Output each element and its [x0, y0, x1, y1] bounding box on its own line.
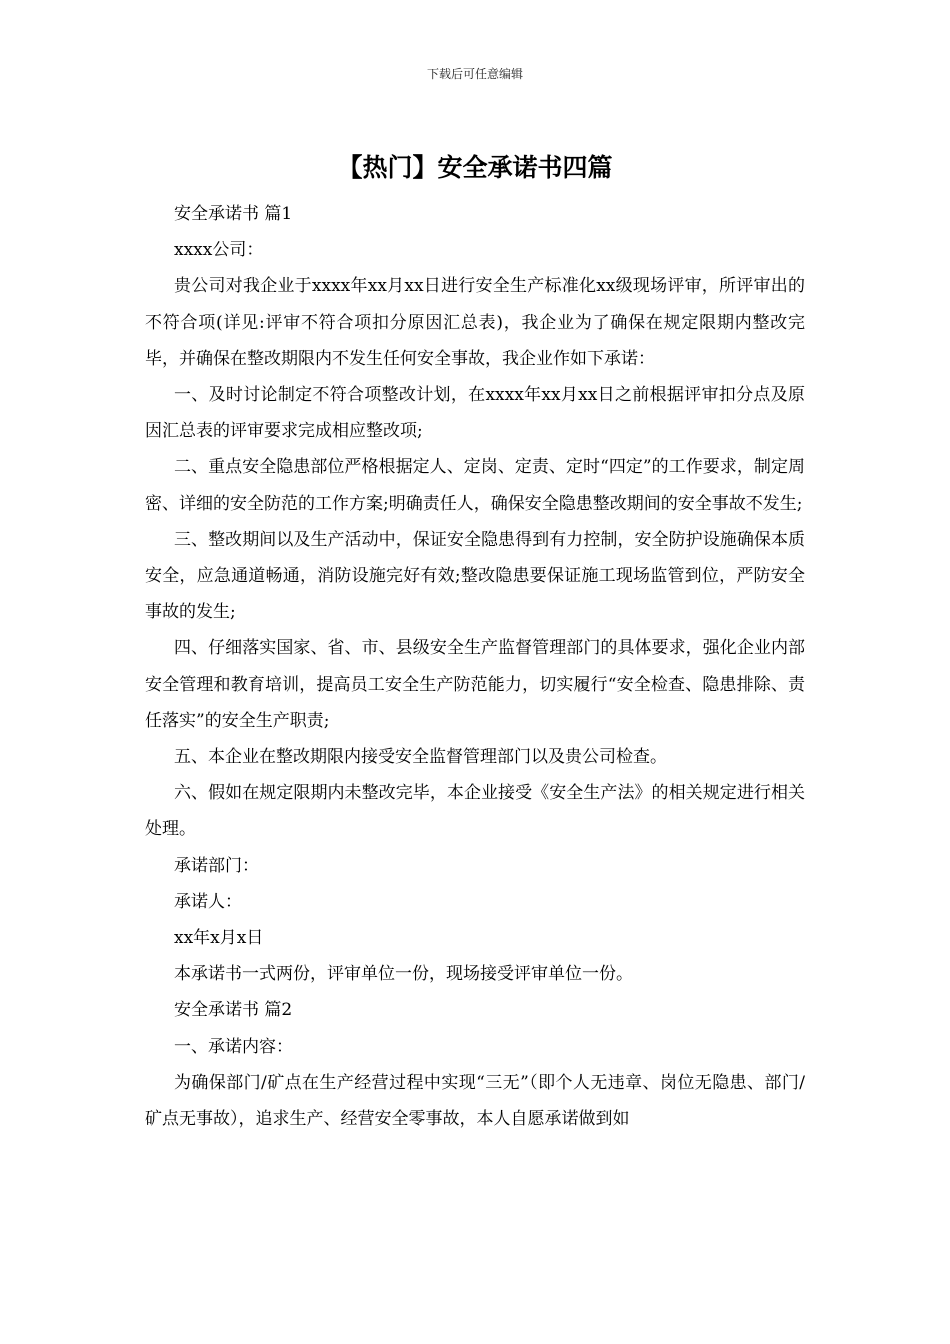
content-paragraph: 为确保部门/矿点在生产经营过程中实现“三无”（即个人无违章、岗位无隐患、部门/矿点无事故），追求生产、经营安全零事故，本人自愿承诺做到如 [145, 1072, 805, 1130]
subheading-commitment-content: 一、承诺内容： [174, 1036, 293, 1057]
commitment-item-6: 六、假如在规定限期内未整改完毕，本企业接受《安全生产法》的相关规定进行相关处理。 [145, 783, 805, 840]
commitment-item-3: 三、整改期间以及生产活动中，保证安全隐患得到有力控制，安全防护设施确保本质安全，应急通道畅通，消防设施完好有效;整改隐患要保证施工现场监管到位，严防安全事故的发生; [145, 529, 805, 623]
copies-note: 本承诺书一式两份，评审单位一份，现场接受评审单位一份。 [174, 964, 633, 985]
commitment-item-5: 五、本企业在整改期限内接受安全监督管理部门以及贵公司检查。 [174, 747, 667, 768]
commitment-item-1: 一、及时讨论制定不符合项整改计划，在xxxx年xx月xx日之前根据评审扣分点及原因汇总表的评审要求完成相应整改项; [145, 385, 805, 442]
salutation: xxxx公司： [174, 240, 264, 261]
header-note: 下载后可任意编辑 [426, 67, 523, 81]
section-heading-2: 安全承诺书 篇2 [174, 1000, 293, 1021]
document-body [145, 196, 805, 1137]
signature-department: 承诺部门： [174, 855, 259, 876]
intro-paragraph: 贵公司对我企业于xxxx年xx月xx日进行安全生产标准化xx级现场评审，所评审出的不符合项(详见:评审不符合项扣分原因汇总表)，我企业为了确保在规定限期内整改完毕，并确保在整改期限内不发生任何安全事故，我企业作如下承诺： [145, 276, 805, 369]
commitment-item-2: 二、重点安全隐患部位严格根据定人、定岗、定责、定时“四定”的工作要求，制定周密、详细的安全防范的工作方案;明确责任人，确保安全隐患整改期间的安全事故不发生; [145, 457, 805, 514]
commitment-item-4: 四、仔细落实国家、省、市、县级安全生产监督管理部门的具体要求，强化企业内部安全管理和教育培训，提高员工安全生产防范能力，切实履行“安全检查、隐患排除、责任落实”的安全生产职责; [145, 638, 805, 731]
signature-person: 承诺人： [174, 891, 242, 912]
document-title: 【热门】安全承诺书四篇 [337, 153, 613, 182]
signature-date: xx年x月x日 [174, 928, 264, 949]
section-heading-1: 安全承诺书 篇1 [174, 204, 293, 224]
